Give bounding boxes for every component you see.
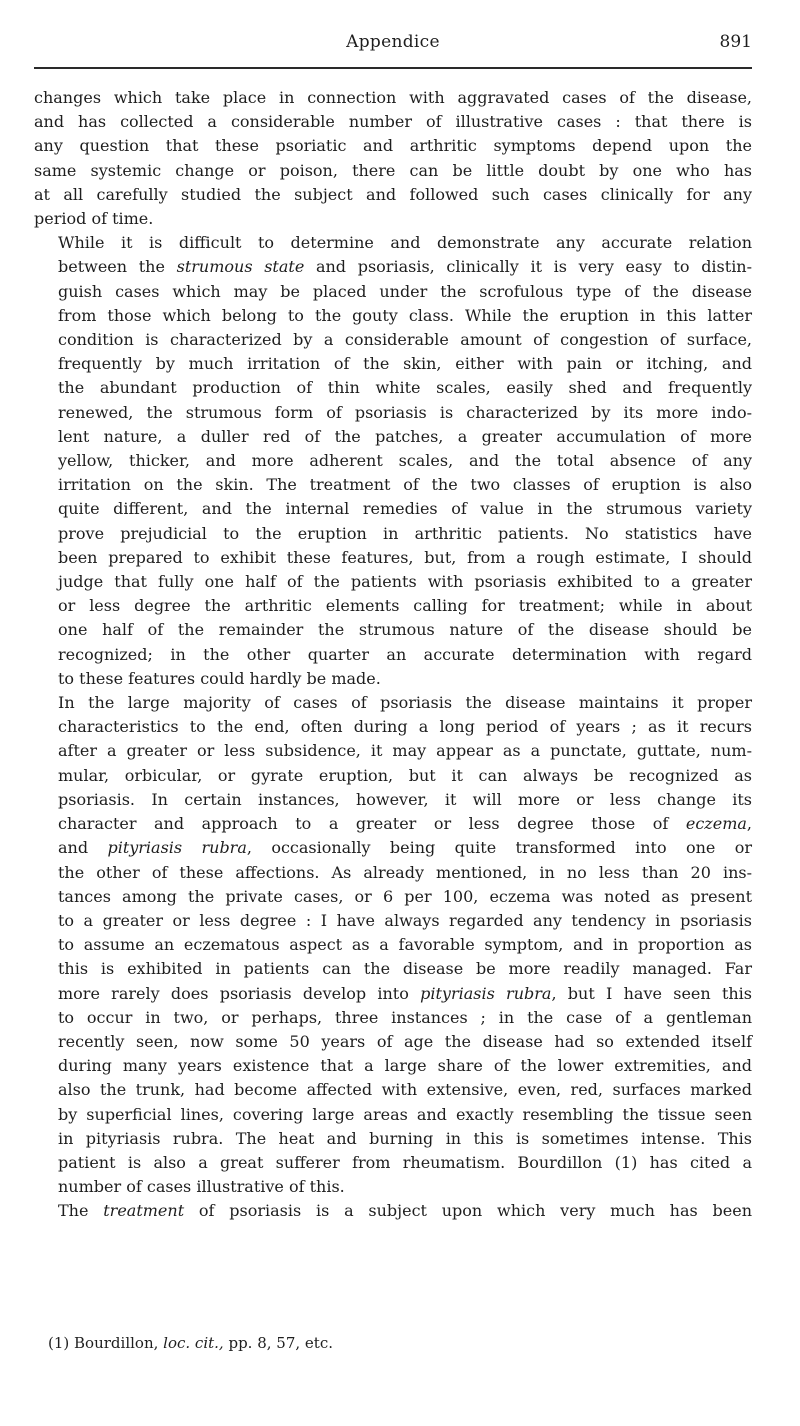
- text-line: tances among the private cases, or 6 per 100, eczema was noted as present: [58, 886, 752, 906]
- footnote-reference: loc. cit.,: [163, 1334, 224, 1352]
- text-line: frequently by much irritation of the skin, either with pain or itching, and: [58, 354, 752, 374]
- text-line: the abundant production of thin white scales, easily shed and frequently: [58, 378, 752, 398]
- paragraph: [34, 1199, 752, 1223]
- text-line: psoriasis. In certain instances, however, it will more or less change its: [58, 789, 752, 809]
- text-line: after a greater or less subsidence, it may appear as a punctate, guttate, num-: [58, 741, 752, 761]
- paragraph: [34, 231, 752, 691]
- text-line: judge that fully one half of the patients with psoriasis exhibited to a greater: [58, 572, 752, 592]
- text-line: renewed, the strumous form of psoriasis is characterized by its more indo-: [58, 402, 752, 422]
- text-line: to a greater or less degree : I have always regarded any tendency in psoriasis: [58, 910, 752, 930]
- text-line: same systemic change or poison, there can be little doubt by one who has: [34, 160, 752, 180]
- text-line: and pityriasis rubra, occasionally being quite transformed into one or: [58, 838, 753, 858]
- text-line: during many years existence that a large share of the lower extremities, and: [58, 1056, 752, 1076]
- text-line: to occur in two, or perhaps, three instances ; in the case of a gentleman: [58, 1007, 752, 1027]
- text-line: from those which belong to the gouty class. While the eruption in this latter: [58, 305, 752, 325]
- page-number: 891: [719, 32, 752, 52]
- paragraph: [34, 691, 752, 1199]
- text-line: between the strumous state and psoriasis, clinically it is very easy to distin-: [58, 257, 753, 277]
- text-line: irritation on the skin. The treatment of the two classes of eruption is also: [58, 475, 752, 495]
- footnote-pages: pp. 8, 57, etc.: [228, 1334, 333, 1352]
- text-line: period of time.: [34, 209, 154, 229]
- text-line: by superficial lines, covering large areas and exactly resembling the tissue seen: [58, 1104, 752, 1124]
- text-line: any question that these psoriatic and arthritic symptoms depend upon the: [34, 136, 752, 156]
- text-line: recognized; in the other quarter an accurate determination with regard: [58, 644, 752, 664]
- text-line: While it is difficult to determine and demonstrate any accurate relation: [58, 233, 752, 253]
- header-rule: [34, 67, 752, 69]
- text-line: one half of the remainder the strumous nature of the disease should be: [58, 620, 752, 640]
- text-line: this is exhibited in patients can the disease be more readily managed. Far: [58, 959, 752, 979]
- text-line: and has collected a considerable number of illustrative cases : that there is: [34, 112, 752, 132]
- text-line: or less degree the arthritic elements calling for treatment; while in about: [58, 596, 752, 616]
- text-line: more rarely does psoriasis develop into pityriasis rubra, but I have seen this: [58, 983, 753, 1003]
- text-line: guish cases which may be placed under the scrofulous type of the disease: [58, 281, 752, 301]
- text-line: yellow, thicker, and more adherent scales, and the total absence of any: [58, 451, 752, 471]
- text-line: characteristics to the end, often during a long period of years ; as it recurs: [58, 717, 752, 737]
- text-line: changes which take place in connection with aggravated cases of the disease,: [34, 88, 752, 107]
- text-line: the other of these affections. As already mentioned, in no less than 20 ins-: [58, 862, 752, 882]
- text-line: character and approach to a greater or less degree those of eczema,: [58, 814, 752, 834]
- paragraph: [34, 86, 752, 231]
- text-line: in pityriasis rubra. The heat and burning in this is sometimes intense. This: [58, 1128, 752, 1148]
- text-line: patient is also a great sufferer from rheumatism. Bourdillon (1) has cited a: [58, 1152, 752, 1172]
- running-title: Appendice: [346, 32, 440, 52]
- footnote: [48, 1334, 333, 1352]
- page-header: [34, 28, 752, 58]
- footnote-author: Bourdillon,: [74, 1334, 159, 1352]
- text-line: also the trunk, had become affected with extensive, even, red, surfaces marked: [58, 1080, 752, 1100]
- text-line: at all carefully studied the subject and followed such cases clinically for any: [34, 184, 752, 204]
- text-line: been prepared to exhibit these features, but, from a rough estimate, I should: [58, 547, 752, 567]
- text-line: In the large majority of cases of psoriasis the disease maintains it proper: [58, 693, 752, 713]
- text-line: to assume an eczematous aspect as a favorable symptom, and in proportion as: [58, 935, 752, 955]
- body-text: [34, 86, 752, 1224]
- text-line: lent nature, a duller red of the patches, a greater accumulation of more: [58, 426, 752, 446]
- text-line: mular, orbicular, or gyrate eruption, but it can always be recognized as: [58, 765, 752, 785]
- text-line: to these features could hardly be made.: [58, 668, 381, 688]
- text-line: prove prejudicial to the eruption in arthritic patients. No statistics have: [58, 523, 752, 543]
- text-line: condition is characterized by a considerable amount of congestion of surface,: [58, 330, 752, 350]
- footnote-marker: (1): [48, 1334, 70, 1352]
- text-line: quite different, and the internal remedies of value in the strumous variety: [58, 499, 752, 519]
- text-line: The treatment of psoriasis is a subject upon which very much has been: [58, 1201, 753, 1221]
- text-line: number of cases illustrative of this.: [58, 1177, 345, 1197]
- text-line: recently seen, now some 50 years of age the disease had so extended itself: [58, 1031, 752, 1051]
